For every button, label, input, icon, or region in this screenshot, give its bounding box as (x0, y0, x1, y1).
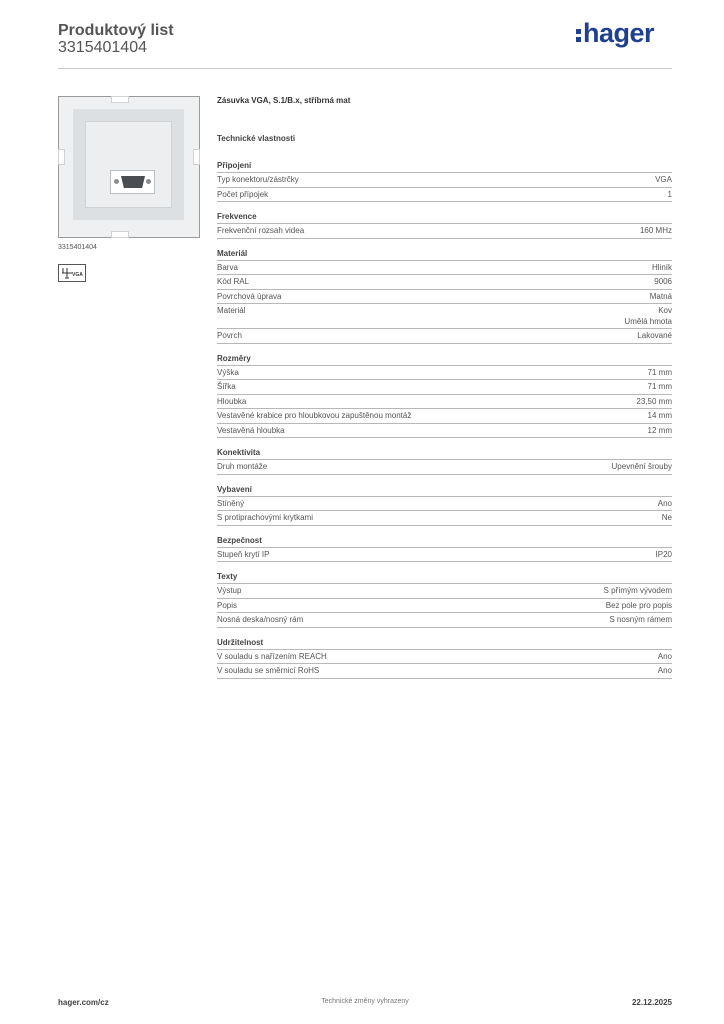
spec-label: Hloubka (217, 396, 247, 406)
frame-slot (58, 149, 65, 165)
spec-value: Ano (657, 651, 672, 661)
spec-label: S protiprachovými krytkami (217, 513, 314, 522)
spec-value: IP20 (655, 549, 672, 559)
spec-value: 14 mm (647, 411, 672, 420)
spec-value: 71 mm (647, 382, 672, 391)
spec-row (217, 380, 672, 395)
spec-row (217, 548, 672, 563)
spec-label: Povrch (217, 331, 242, 340)
product-name: Zásuvka VGA, S.1/B.x, stříbrná mat (217, 96, 351, 105)
spec-value: Matná (649, 291, 672, 301)
spec-group (217, 484, 672, 526)
frame-slot (111, 96, 129, 103)
spec-row (217, 424, 672, 439)
specification-content (217, 96, 672, 688)
logo-text: hager (582, 18, 654, 48)
spec-value: 71 mm (647, 367, 672, 377)
hager-logo[interactable] (576, 18, 654, 49)
spec-label: Výstup (217, 586, 242, 595)
spec-row (217, 599, 672, 614)
vga-symbol-icon (58, 264, 86, 282)
spec-label: Povrchová úprava (217, 291, 282, 301)
spec-value: S přímým vývodem (603, 586, 672, 595)
spec-row (217, 290, 672, 305)
symbol-label: VGA (72, 272, 83, 278)
spec-value: 9006 (654, 277, 672, 286)
vga-port-icon (110, 170, 155, 194)
page-header (58, 18, 672, 70)
tech-properties-heading: Technické vlastnosti (217, 134, 296, 143)
spec-row (217, 613, 672, 628)
spec-value: Kov Umělá hmota (624, 306, 672, 326)
spec-value: 12 mm (647, 425, 672, 435)
spec-row (217, 188, 672, 203)
spec-row (217, 224, 672, 239)
spec-label: Typ konektoru/zástrčky (217, 175, 299, 184)
spec-group-title: Vybavení (217, 484, 672, 497)
product-image (58, 96, 200, 238)
spec-value: 1 (667, 189, 672, 199)
spec-row (217, 460, 672, 475)
spec-label: Nosná deska/nosný rám (217, 615, 304, 624)
spec-label: Výška (217, 367, 239, 377)
spec-row (217, 261, 672, 276)
spec-label: Materiál (217, 306, 246, 315)
spec-value: S nosným rámem (609, 615, 672, 624)
spec-label: Frekvenční rozsah videa (217, 226, 305, 235)
spec-row (217, 584, 672, 599)
spec-group-title: Udržitelnost (217, 637, 672, 650)
spec-group (217, 535, 672, 563)
spec-group (217, 571, 672, 628)
spec-group-title: Připojení (217, 160, 672, 173)
spec-group-title: Materiál (217, 248, 672, 261)
spec-value: Hliník (651, 262, 672, 272)
spec-label: Vestavěná hloubka (217, 425, 285, 435)
spec-value: 160 MHz (639, 226, 672, 235)
spec-row (217, 173, 672, 188)
header-divider (58, 68, 672, 69)
cover-plate (73, 109, 184, 220)
frame-slot (111, 231, 129, 238)
spec-label: Počet přípojek (217, 189, 269, 199)
logo-dots-icon (576, 26, 581, 42)
spec-label: Barva (217, 262, 238, 272)
spec-label: Šířka (217, 382, 236, 391)
spec-label: Kód RAL (217, 277, 250, 286)
spec-group (217, 248, 672, 344)
spec-group (217, 160, 672, 202)
spec-group-title: Rozměry (217, 353, 672, 366)
spec-label: Druh montáže (217, 462, 268, 471)
footer-notice: Technické změny vyhrazeny (321, 998, 409, 1005)
spec-value: Lakované (637, 331, 672, 340)
spec-value: 23,50 mm (636, 396, 672, 406)
page-footer (58, 998, 672, 1010)
spec-group (217, 353, 672, 439)
spec-group-title: Konektivita (217, 447, 672, 460)
spec-group-title: Texty (217, 571, 672, 584)
spec-row (217, 275, 672, 290)
spec-label: Stíněný (217, 498, 245, 508)
spec-label: Popis (217, 600, 238, 610)
spec-row (217, 497, 672, 512)
footer-date: 22.12.2025 (631, 998, 672, 1007)
spec-sections (217, 160, 672, 679)
spec-row (217, 395, 672, 410)
spec-row (217, 650, 672, 665)
footer-website[interactable]: hager.com/cz (58, 998, 109, 1007)
spec-row (217, 664, 672, 679)
spec-label: Stupeň krytí IP (217, 549, 270, 559)
spec-value: Bez pole pro popis (605, 600, 672, 610)
spec-row (217, 329, 672, 344)
spec-value: Ano (657, 498, 672, 508)
spec-row (217, 511, 672, 526)
article-number: 3315401404 (58, 39, 147, 56)
spec-group (217, 211, 672, 239)
spec-label: Vestavěné krabice pro hloubkovou zapuštěnou montáž (217, 411, 412, 420)
spec-value: Upevnění šrouby (611, 462, 672, 471)
spec-group-title: Bezpečnost (217, 535, 672, 548)
plate-inner (85, 121, 172, 208)
spec-row (217, 366, 672, 381)
spec-value: Ano (657, 666, 672, 675)
spec-group-title: Frekvence (217, 211, 672, 224)
spec-row (217, 409, 672, 424)
spec-row (217, 304, 672, 329)
spec-group (217, 637, 672, 679)
spec-label: V souladu s nařízením REACH (217, 651, 327, 661)
spec-value: Ne (661, 513, 672, 522)
image-caption: 3315401404 (58, 244, 97, 251)
spec-value: VGA (655, 175, 672, 184)
frame-slot (193, 149, 200, 165)
document-title: Produktový list (58, 22, 174, 39)
spec-group (217, 447, 672, 475)
spec-label: V souladu se směrnicí RoHS (217, 666, 320, 675)
